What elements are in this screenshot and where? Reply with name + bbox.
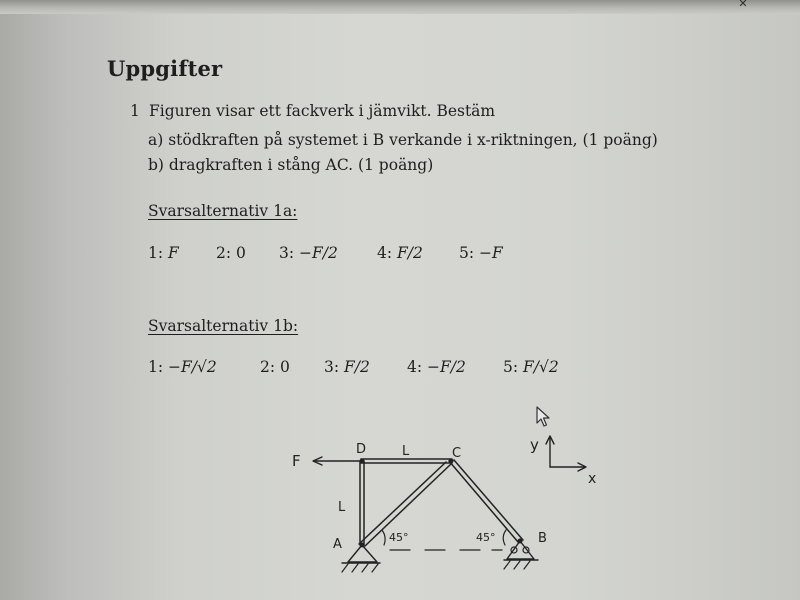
task-part-a: a) stödkraften på systemet i B verkande i x-riktningen, (1 poäng): [148, 131, 658, 149]
angle-arc-b: [503, 530, 506, 545]
option-1b-2: 2: 0: [260, 358, 290, 376]
node-a-dot: [360, 543, 365, 548]
label-length-left: L: [338, 500, 346, 515]
label-angle-b: 45°: [476, 531, 496, 544]
option-1a-5: 5: −F: [459, 244, 503, 262]
label-force: F: [292, 452, 301, 470]
label-node-d: D: [356, 442, 367, 457]
truss-diagram: [270, 400, 630, 585]
task-statement: [130, 98, 495, 125]
option-1a-2: 2: 0: [216, 244, 246, 262]
option-1a-3: 3: −F/2: [279, 244, 338, 262]
option-1b-5: 5: F/√2: [503, 358, 559, 376]
label-node-c: C: [452, 446, 462, 461]
label-axis-y: y: [530, 436, 539, 454]
close-icon[interactable]: ✕: [738, 0, 748, 10]
label-angle-a: 45°: [389, 531, 409, 544]
option-1b-3: 3: F/2: [324, 358, 370, 376]
label-length-top: L: [402, 444, 410, 459]
label-node-b: B: [538, 531, 547, 546]
option-1a-4: 4: F/2: [377, 244, 423, 262]
answer-options-1a-title: Svarsalternativ 1a:: [148, 202, 298, 220]
angle-arc-a: [382, 530, 385, 545]
option-1b-1: 1: −F/√2: [148, 358, 217, 376]
task-intro: Figuren visar ett fackverk i jämvikt. Bestäm: [149, 102, 496, 120]
member-cb: [449, 461, 518, 542]
support-a: [348, 545, 377, 562]
section-heading: Uppgifter: [107, 56, 223, 81]
answer-options-1b-title: Svarsalternativ 1b:: [148, 317, 299, 335]
node-b-dot: [518, 539, 523, 544]
task-part-b: b) dragkraften i stång AC. (1 poäng): [148, 156, 434, 174]
node-d-dot: [360, 459, 365, 464]
option-1a-1: 1: F: [148, 244, 179, 262]
label-node-a: A: [333, 537, 342, 552]
option-1b-4: 4: −F/2: [407, 358, 466, 376]
label-axis-x: x: [588, 471, 597, 487]
task-number: 1: [130, 102, 140, 120]
